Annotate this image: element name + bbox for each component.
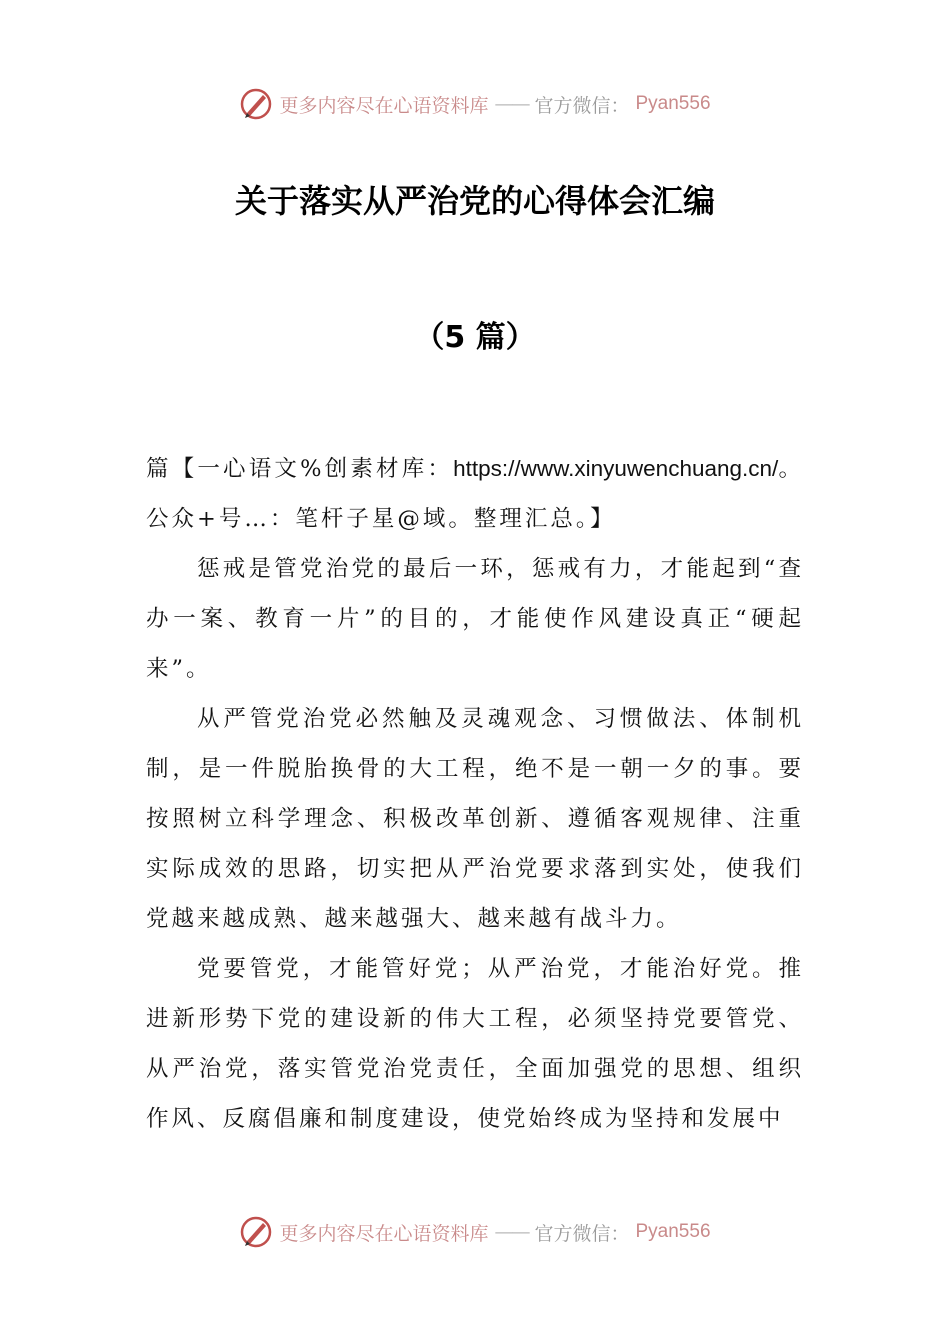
paragraph: 从严管党治党必然触及灵魂观念、习惯做法、体制机制，是一件脱胎换骨的大工程，绝不是一朝一夕的事。要按照树立科学理念、积极改革创新、遵循客观规律、注重实际成效的思路，切实把从严治党要求落到实处，使我们党越来越成熟、越来越强大、越来越有战斗力。: [146, 706, 804, 932]
document-title: 关于落实从严治党的心得体会汇编: [234, 182, 715, 220]
watermark-separator: ——: [494, 1221, 529, 1243]
header-note-suffix: 。公众+号…：笔杆子星@域。整理汇总。】: [146, 456, 804, 532]
watermark-footer: [0, 1212, 950, 1252]
pen-logo-icon: [239, 87, 273, 121]
watermark-text: 更多内容尽在心语资料库: [279, 94, 489, 117]
document-body: [146, 444, 804, 1144]
watermark-account: Pyan556: [635, 93, 711, 114]
watermark-label: 官方微信：: [534, 94, 630, 117]
watermark-text: 更多内容尽在心语资料库: [279, 1222, 489, 1245]
header-note-url[interactable]: https://www.xinyuwenchuang.cn/: [453, 456, 779, 481]
watermark-header: [0, 84, 950, 124]
paragraph: 惩戒是管党治党的最后一环，惩戒有力，才能起到“查办一案、教育一片”的目的，才能使作风建设真正“硬起来”。: [146, 556, 804, 682]
watermark-label: 官方微信：: [534, 1222, 630, 1245]
header-note: [146, 444, 804, 544]
paragraph: 党要管党，才能管好党；从严治党，才能治好党。推进新形势下党的建设新的伟大工程，必须坚持党要管党、从严治党，落实管党治党责任，全面加强党的思想、组织作风、反腐倡廉和制度建设，使党始终成为坚持和发展中: [146, 956, 804, 1132]
watermark-separator: ——: [494, 93, 529, 115]
watermark-account: Pyan556: [635, 1221, 711, 1242]
pen-logo-icon: [239, 1215, 273, 1249]
header-note-prefix: 篇【一心语文%创素材库：: [146, 456, 454, 482]
document-subtitle: （5 篇）: [414, 320, 536, 355]
